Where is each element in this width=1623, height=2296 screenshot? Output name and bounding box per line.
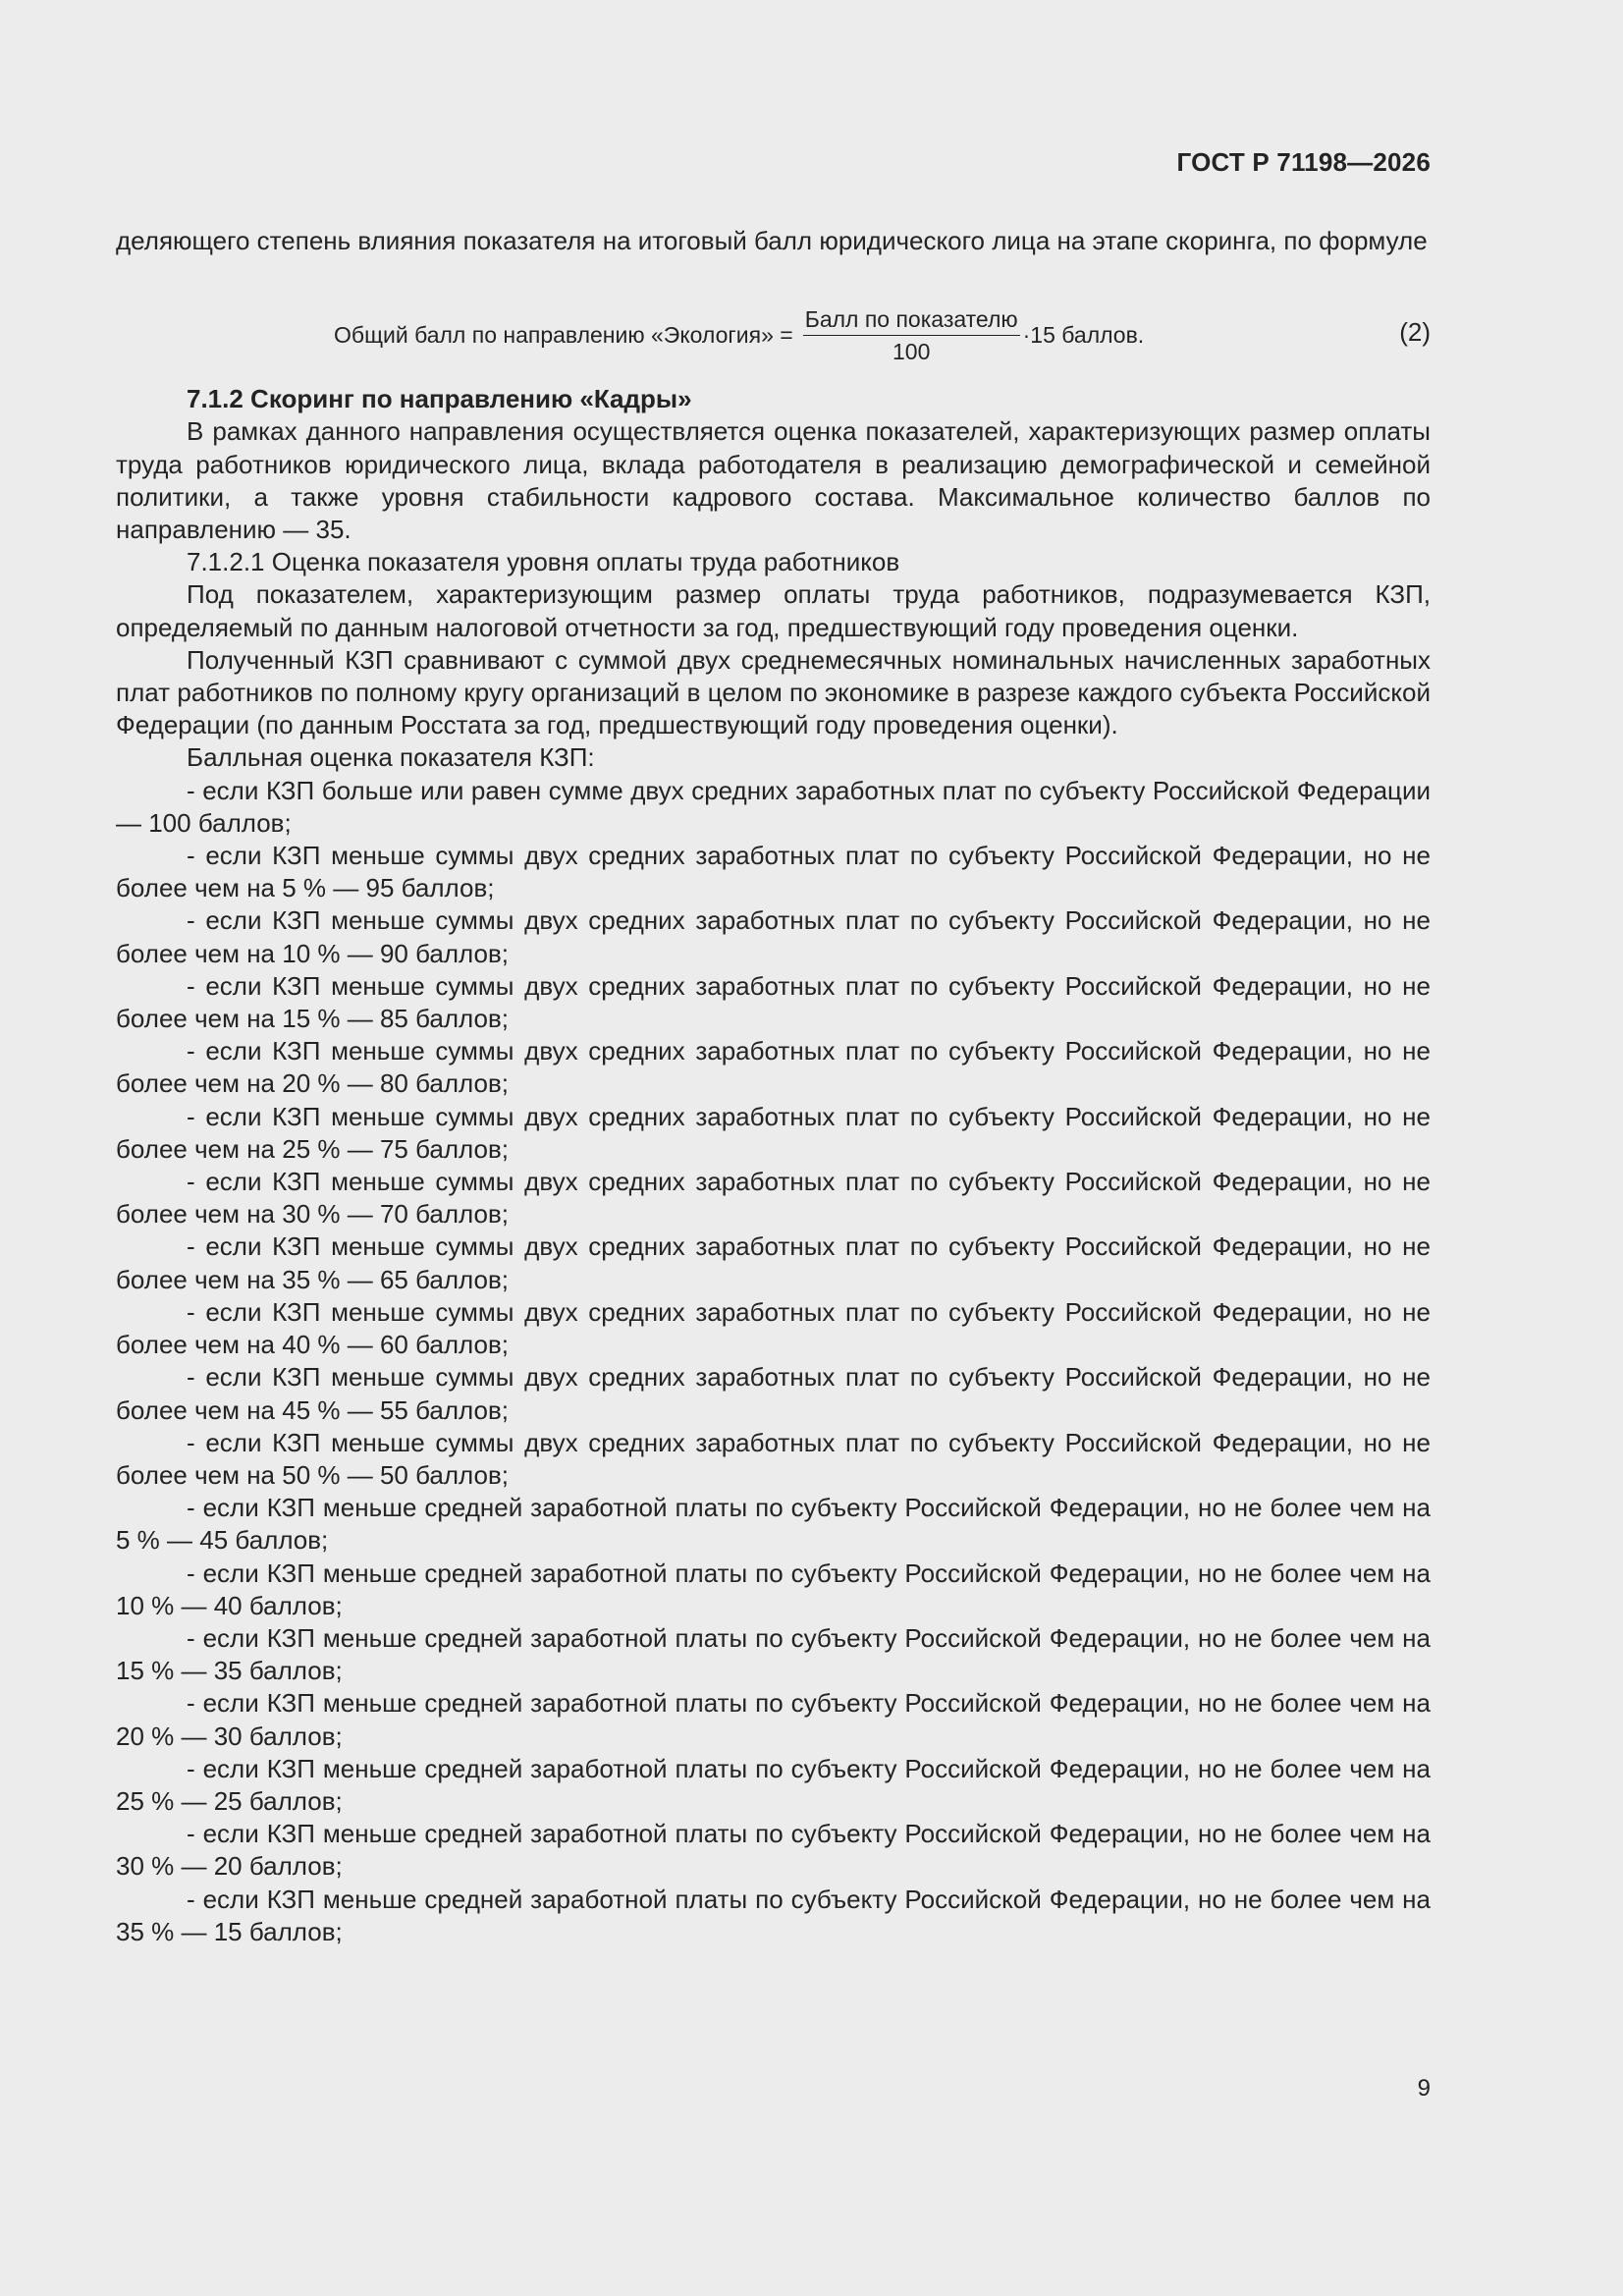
paragraph-kzp-definition: Под показателем, характеризующим размер оплаты труда работников, подразумевается КЗП, определяемый по данным налоговой отчетности за год, предшествующий году проведения оценки. <box>116 579 1431 642</box>
formula-denominator: 100 <box>892 339 931 365</box>
formula <box>334 306 1144 364</box>
list-item: - если КЗП меньше суммы двух средних заработных плат по субъекту Российской Федерации, но не более чем на 50 % — 50 баллов; <box>116 1427 1431 1490</box>
list-item: - если КЗП меньше средней заработной платы по субъекту Российской Федерации, но не более чем на 10 % — 40 баллов; <box>116 1558 1431 1620</box>
formula-fraction <box>803 306 1020 364</box>
list-item: - если КЗП меньше средней заработной платы по субъекту Российской Федерации, но не более чем на 20 % — 30 баллов; <box>116 1688 1431 1751</box>
subsection-heading: 7.1.2.1 Оценка показателя уровня оплаты труда работников <box>187 547 900 577</box>
list-item: - если КЗП меньше суммы двух средних заработных плат по субъекту Российской Федерации, но не более чем на 35 % — 65 баллов; <box>116 1231 1431 1294</box>
list-item: - если КЗП меньше суммы двух средних заработных плат по субъекту Российской Федерации, но не более чем на 45 % — 55 баллов; <box>116 1362 1431 1425</box>
formula-number: (2) <box>1399 317 1431 348</box>
section-intro: В рамках данного направления осуществляется оценка показателей, характеризующих размер оплаты труда работников юридического лица, вклада работодателя в реализацию демографической и семейной политики, а также уровня стабильности кадрового состава. Максимальное количество баллов по направлению — 35. <box>116 416 1431 545</box>
document-body <box>116 225 1431 1948</box>
list-item: - если КЗП меньше суммы двух средних заработных плат по субъекту Российской Федерации, но не более чем на 15 % — 85 баллов; <box>116 970 1431 1034</box>
list-item: - если КЗП меньше суммы двух средних заработных плат по субъекту Российской Федерации, но не более чем на 25 % — 75 баллов; <box>116 1101 1431 1164</box>
list-item: - если КЗП меньше суммы двух средних заработных плат по субъекту Российской Федерации, но не более чем на 5 % — 95 баллов; <box>116 841 1431 903</box>
list-item: - если КЗП меньше средней заработной платы по субъекту Российской Федерации, но не более чем на 30 % — 20 баллов; <box>116 1819 1431 1882</box>
list-item: - если КЗП меньше средней заработной платы по субъекту Российской Федерации, но не более чем на 25 % — 25 баллов; <box>116 1753 1431 1816</box>
list-item: - если КЗП меньше средней заработной платы по субъекту Российской Федерации, но не более чем на 35 % — 15 баллов; <box>116 1884 1431 1946</box>
page-number: 9 <box>1417 2075 1431 2102</box>
list-item: - если КЗП меньше суммы двух средних заработных плат по субъекту Российской Федерации, но не более чем на 10 % — 90 баллов; <box>116 905 1431 968</box>
list-item: - если КЗП меньше суммы двух средних заработных плат по субъекту Российской Федерации, но не более чем на 30 % — 70 баллов; <box>116 1167 1431 1230</box>
paragraph-kzp-comparison: Полученный КЗП сравнивают с суммой двух среднемесячных номинальных начисленных заработных плат работников по полному кругу организаций в целом по экономике в разрезе каждого субъекта Российской Федерации (по данным Росстата за год, предшествующий году проведения оценки). <box>116 644 1431 740</box>
list-intro: Балльная оценка показателя КЗП: <box>187 742 595 773</box>
document-code-header: ГОСТ Р 71198—2026 <box>1176 147 1431 177</box>
list-item: - если КЗП меньше средней заработной платы по субъекту Российской Федерации, но не более чем на 15 % — 35 баллов; <box>116 1622 1431 1686</box>
intro-paragraph: деляющего степень влияния показателя на итоговый балл юридического лица на этапе скоринга, по формуле <box>116 226 1428 255</box>
formula-numerator: Балл по показателю <box>803 306 1020 336</box>
list-item: - если КЗП больше или равен сумме двух средних заработных плат по субъекту Российской Федерации — 100 баллов; <box>116 775 1431 838</box>
list-item: - если КЗП меньше средней заработной платы по субъекту Российской Федерации, но не более чем на 5 % — 45 баллов; <box>116 1493 1431 1556</box>
formula-right-side: ·15 баллов. <box>1022 322 1145 349</box>
formula-block <box>116 257 1431 383</box>
list-item: - если КЗП меньше суммы двух средних заработных плат по субъекту Российской Федерации, но не более чем на 40 % — 60 баллов; <box>116 1296 1431 1360</box>
list-item: - если КЗП меньше суммы двух средних заработных плат по субъекту Российской Федерации, но не более чем на 20 % — 80 баллов; <box>116 1036 1431 1099</box>
section-heading: 7.1.2 Скоринг по направлению «Кадры» <box>187 384 692 414</box>
formula-left-side: Общий балл по направлению «Экология» = <box>334 322 793 349</box>
score-list <box>116 775 1431 1948</box>
